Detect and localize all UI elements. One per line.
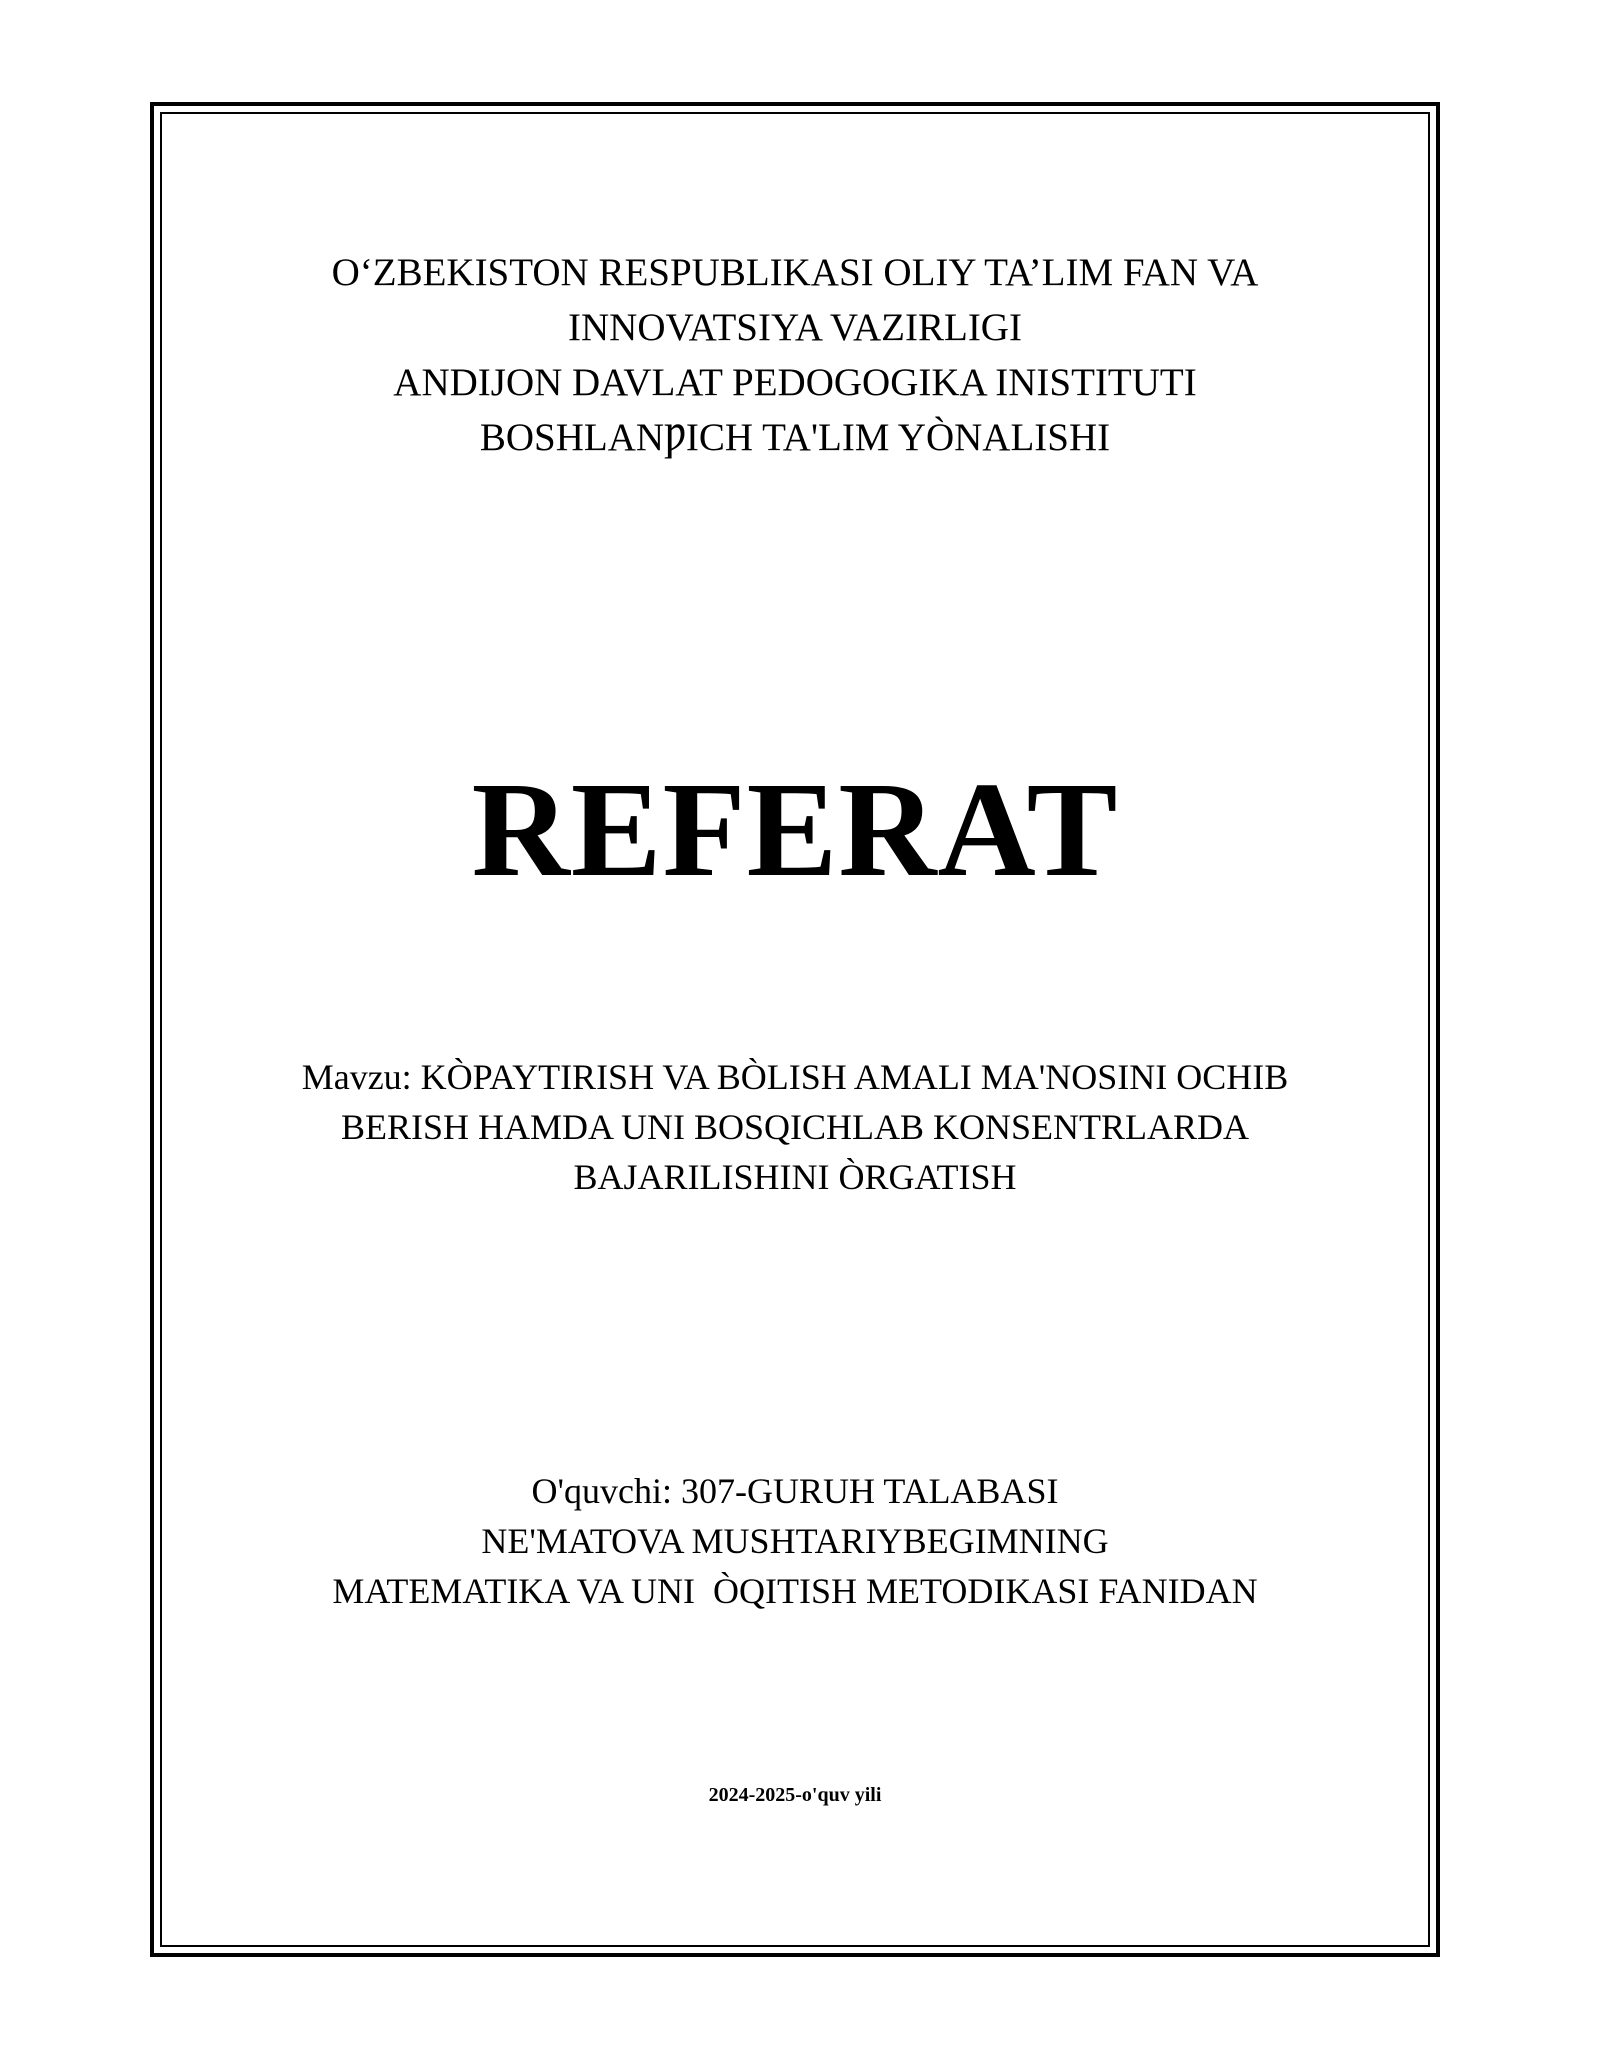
topic-line: BERISH HAMDA UNI BOSQICHLAB KONSENTRLARDA [340,1107,1250,1147]
student-section [160,1466,1430,1616]
student-line: MATEMATIKA VA UNI ÒQITISH METODIKASI FANIDAN [332,1571,1258,1611]
topic-section [160,1052,1430,1202]
student-line: NE'MATOVA MUSHTARIYBEGIMNING [481,1521,1109,1561]
institution-header [160,245,1430,465]
student-line: O'quvchi: 307-GURUH TALABASI [531,1471,1059,1511]
academic-year: 2024-2025-o'quv yili [708,1784,882,1806]
header-line: BOSHLANǷICH TA'LIM YÒNALISHI [479,416,1111,459]
header-line: O‘ZBEKISTON RESPUBLIKASI OLIY TA’LIM FAN VA [331,251,1259,294]
topic-line: Mavzu: KÒPAYTIRISH VA BÒLISH AMALI MA'NOSINI OCHIB [301,1057,1289,1097]
topic-line: BAJARILISHINI ÒRGATISH [573,1157,1017,1197]
header-line: INNOVATSIYA VAZIRLIGI [568,306,1022,349]
header-line: ANDIJON DAVLAT PEDOGOGIKA INISTITUTI [393,361,1197,404]
document-title: REFERAT [471,755,1119,905]
